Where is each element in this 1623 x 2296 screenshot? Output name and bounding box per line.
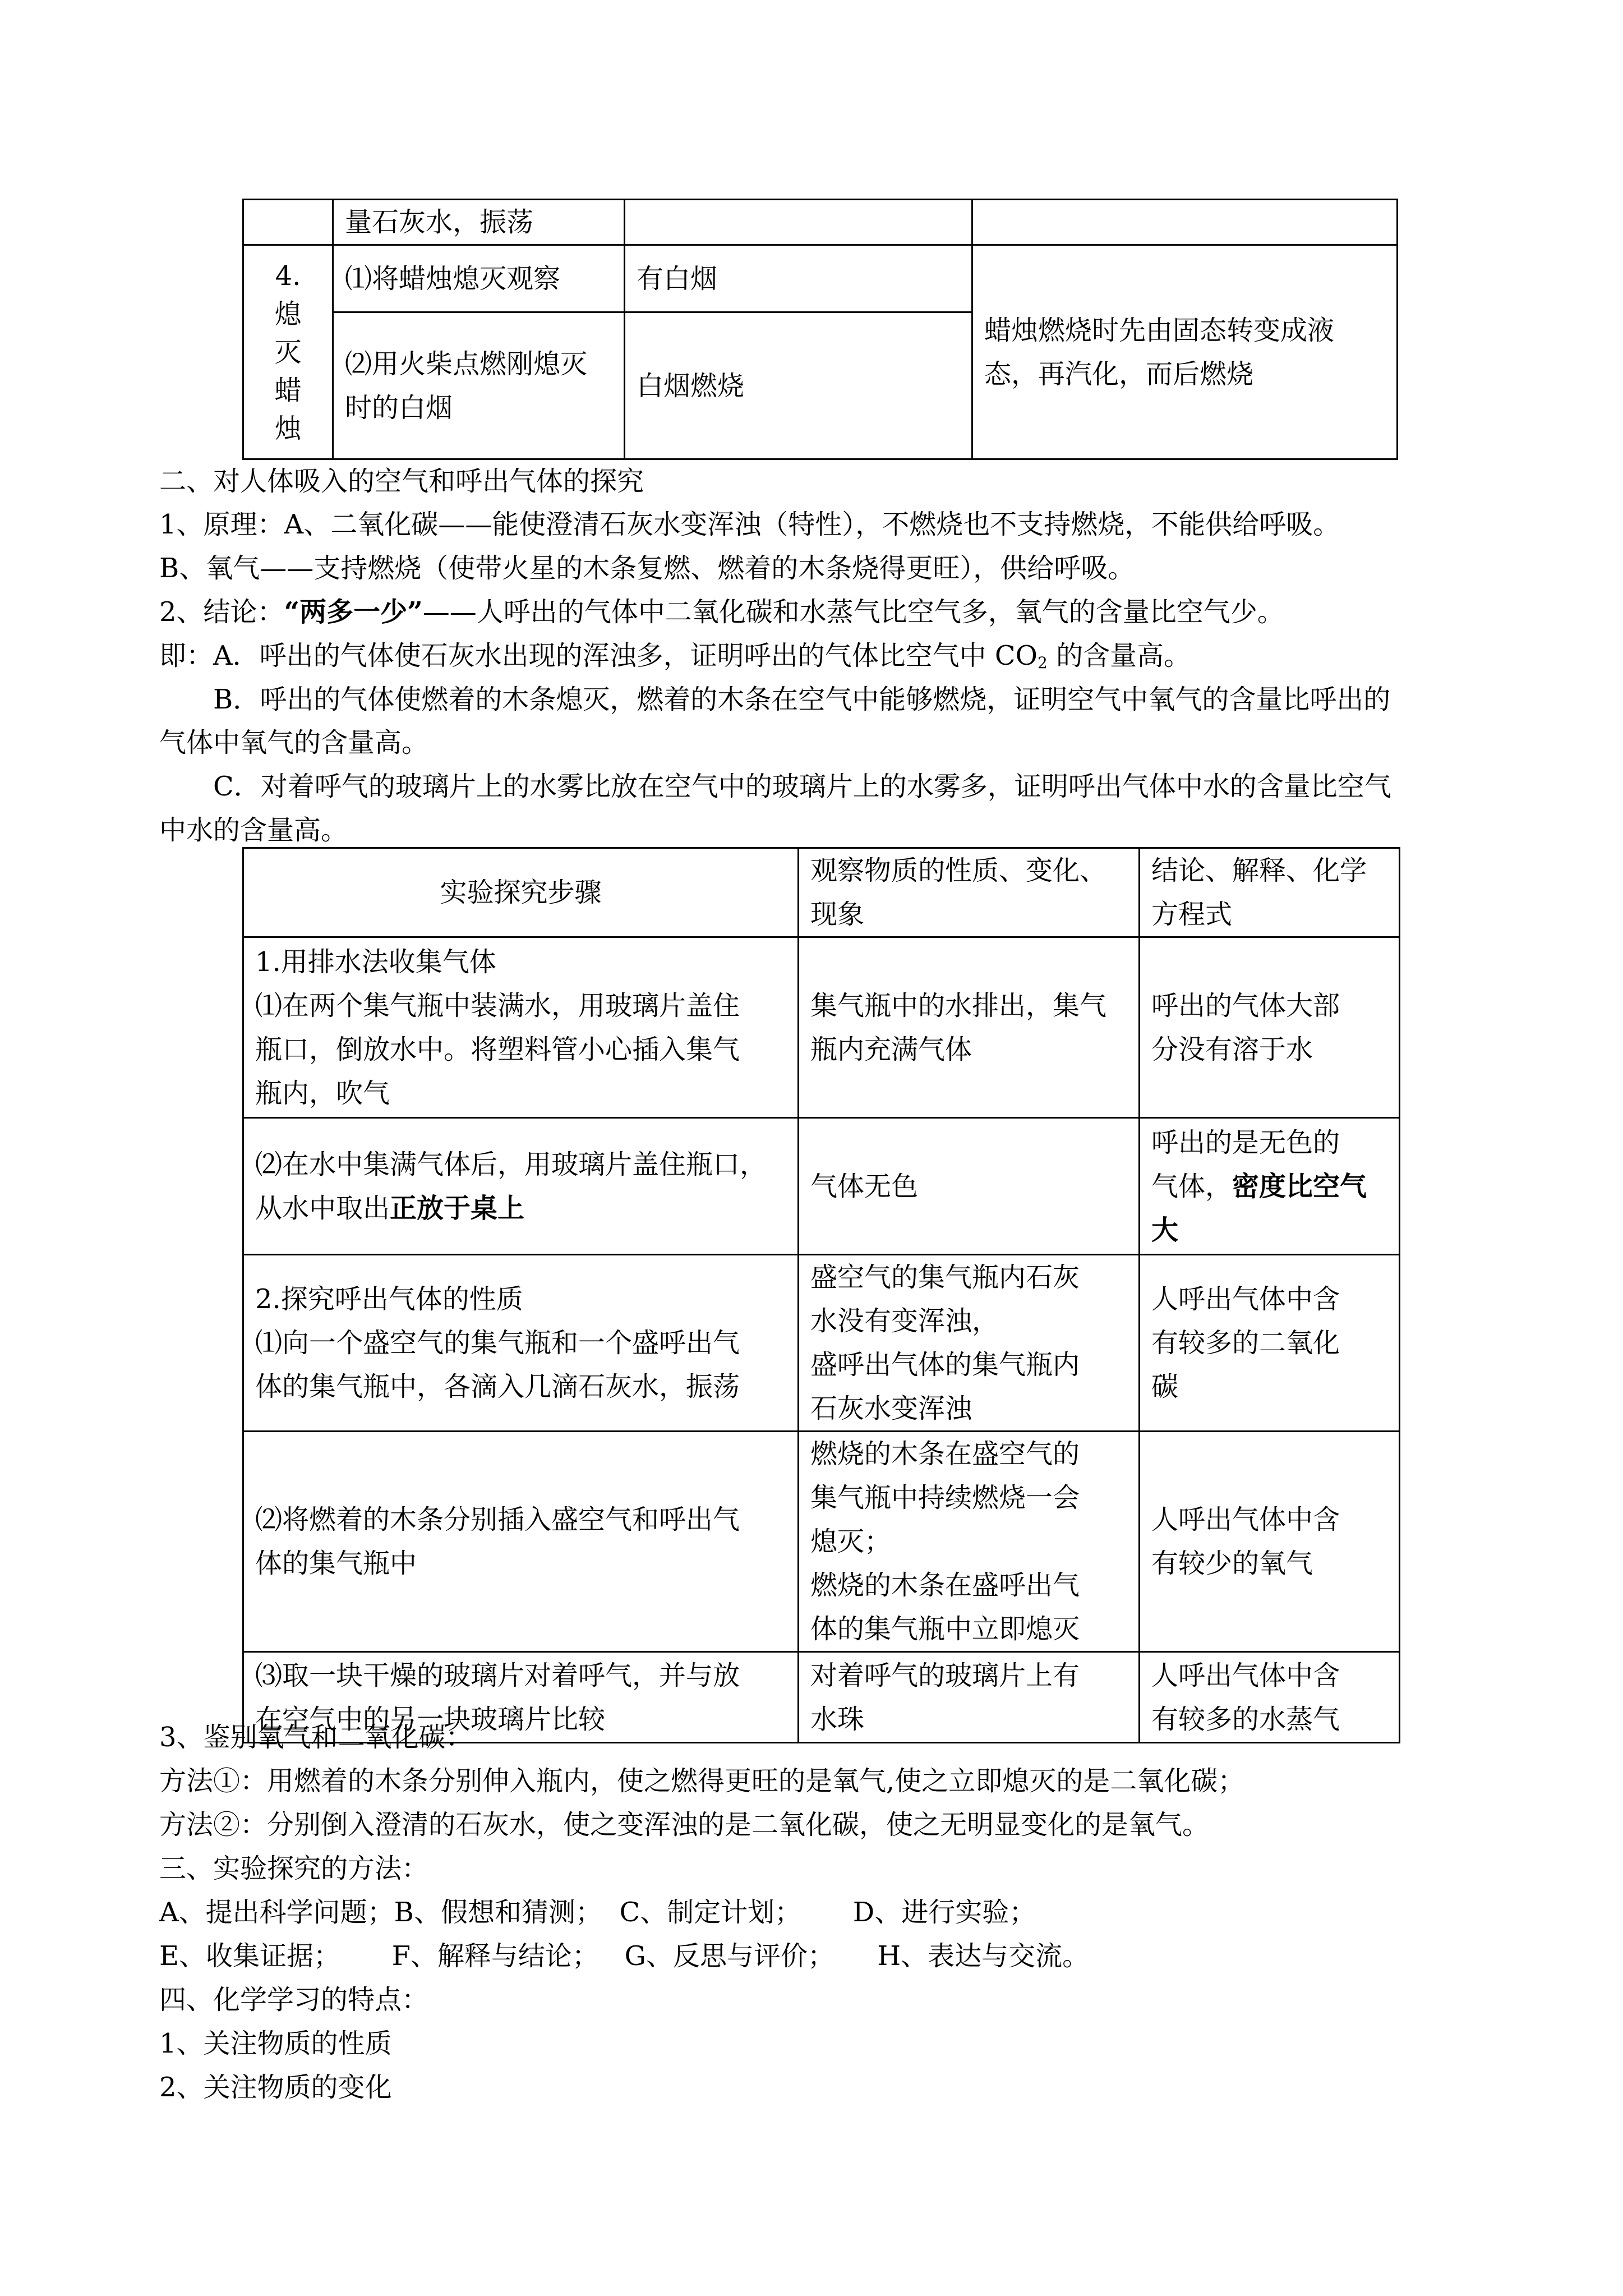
cell-line bbox=[1151, 1165, 1387, 1208]
bold-text: 密度比空气 bbox=[1232, 1170, 1367, 1202]
paragraph: 中水的含量高。 bbox=[159, 815, 348, 846]
section-char: 灭 bbox=[274, 336, 302, 368]
table-cell bbox=[625, 200, 972, 245]
paragraph: E、收集证据； F、解释与结论； G、反思与评价； H、表达与交流。 bbox=[159, 1940, 1090, 1972]
cell-line: 结论、解释、化学 bbox=[1151, 855, 1367, 886]
cell-line: 在空气中的另一块玻璃片比较 bbox=[255, 1703, 606, 1735]
cell-line: 人呼出气体中含 bbox=[1151, 1659, 1340, 1691]
cell-line: 2.探究呼出气体的性质 bbox=[255, 1283, 523, 1315]
cell-line: 体的集气瓶中，各滴入几滴石灰水，振荡 bbox=[255, 1371, 740, 1402]
table-cell bbox=[243, 1432, 799, 1652]
table-cell bbox=[243, 1255, 799, 1432]
table-cell: 气体无色 bbox=[799, 1118, 1140, 1255]
bold-text: 大 bbox=[1151, 1214, 1179, 1246]
cell-line: 蜡烛燃烧时先由固态转变成液 bbox=[984, 314, 1335, 346]
cell-line: 分没有溶于水 bbox=[1151, 1033, 1313, 1065]
cell-line: 1.用排水法收集气体 bbox=[255, 946, 496, 978]
cell-line: 体的集气瓶中 bbox=[255, 1548, 417, 1579]
cell-line: 集气瓶中的水排出，集气 bbox=[810, 990, 1107, 1022]
text-span: 从水中取出 bbox=[255, 1192, 390, 1224]
paragraph: 2、关注物质的变化 bbox=[159, 2072, 392, 2103]
cell-line: 人呼出气体中含 bbox=[1151, 1283, 1340, 1315]
section-char: 熄 bbox=[274, 298, 302, 330]
text-span: 2、结论： bbox=[159, 596, 284, 628]
cell-line: ⑶取一块干燥的玻璃片对着呼气，并与放 bbox=[255, 1659, 740, 1691]
table-cell bbox=[1140, 937, 1400, 1118]
section-char: 烛 bbox=[274, 412, 302, 444]
subscript: 2 bbox=[1038, 654, 1048, 672]
cell-line bbox=[1151, 1208, 1387, 1252]
cell-line: 熄灭； bbox=[810, 1526, 892, 1557]
table-cell bbox=[333, 312, 625, 459]
cell-line: 现象 bbox=[810, 899, 865, 930]
table-cell bbox=[1140, 1432, 1400, 1652]
cell-line: 有较多的二氧化 bbox=[1151, 1327, 1340, 1359]
column-header bbox=[1140, 848, 1400, 937]
table-cell bbox=[243, 937, 799, 1118]
table-cell: 量石灰水，振荡 bbox=[333, 200, 625, 245]
bold-text: 正放于桌上 bbox=[390, 1192, 525, 1224]
cell-line: 石灰水变浑浊 bbox=[810, 1393, 972, 1424]
section-char: 蜡 bbox=[274, 374, 302, 406]
conclusion-line bbox=[159, 596, 1284, 628]
cell-line: ⑵将燃着的木条分别插入盛空气和呼出气 bbox=[255, 1504, 740, 1535]
column-header: 实验探究步骤 bbox=[243, 848, 799, 937]
section-heading: 三、实验探究的方法： bbox=[159, 1853, 429, 1884]
cell-line bbox=[255, 1186, 786, 1230]
cell-line: 瓶内充满气体 bbox=[810, 1033, 972, 1065]
cell-line: ⑴向一个盛空气的集气瓶和一个盛呼出气 bbox=[255, 1327, 740, 1359]
cell-line: ⑵在水中集满气体后，用玻璃片盖住瓶口， bbox=[255, 1148, 767, 1180]
table-cell bbox=[243, 200, 333, 245]
paragraph: 1、关注物质的性质 bbox=[159, 2028, 392, 2059]
cell-line: 有较多的水蒸气 bbox=[1151, 1703, 1340, 1735]
table-row bbox=[243, 1118, 1400, 1255]
table-cell bbox=[799, 1432, 1140, 1652]
cell-line: 集气瓶中持续燃烧一会 bbox=[810, 1482, 1080, 1513]
cell-line: 瓶内，吹气 bbox=[255, 1077, 390, 1109]
text-span: 气体， bbox=[1151, 1170, 1233, 1202]
table-cell bbox=[799, 937, 1140, 1118]
cell-line: 时的白烟 bbox=[345, 392, 453, 424]
table-cell: 有白烟 bbox=[625, 245, 972, 312]
table-row bbox=[243, 1432, 1400, 1652]
paragraph: 气体中氧气的含量高。 bbox=[159, 727, 429, 758]
paragraph: 方法②：分别倒入澄清的石灰水，使之变浑浊的是二氧化碳，使之无明显变化的是氧气。 bbox=[159, 1809, 1210, 1841]
column-header bbox=[799, 848, 1140, 937]
table-cell: 白烟燃烧 bbox=[625, 312, 972, 459]
table-cell bbox=[799, 1652, 1140, 1743]
cell-line: 态，再汽化，而后燃烧 bbox=[984, 358, 1254, 390]
paragraph: 1、原理：A、二氧化碳——能使澄清石灰水变浑浊（特性），不燃烧也不支持燃烧，不能供给呼吸。 bbox=[159, 509, 1340, 540]
cell-line: 瓶口，倒放水中。将塑料管小心插入集气 bbox=[255, 1033, 740, 1065]
section-char: 4. bbox=[275, 260, 301, 292]
paragraph: 3、鉴别氧气和二氧化碳： bbox=[159, 1722, 473, 1753]
cell-line: 燃烧的木条在盛呼出气 bbox=[810, 1570, 1080, 1601]
table-breath-experiment bbox=[242, 847, 1400, 1743]
cell-line: 盛空气的集气瓶内石灰 bbox=[810, 1262, 1080, 1293]
table-cell bbox=[1140, 1255, 1400, 1432]
cell-line: 水没有变浑浊， bbox=[810, 1305, 999, 1337]
cell-line: 人呼出气体中含 bbox=[1151, 1504, 1340, 1535]
cell-line: 燃烧的木条在盛空气的 bbox=[810, 1438, 1080, 1470]
paragraph: B、氧气——支持燃烧（使带火星的木条复燃、燃着的木条烧得更旺），供给呼吸。 bbox=[159, 553, 1135, 584]
paragraph: C．对着呼气的玻璃片上的水雾比放在空气中的玻璃片上的水雾多，证明呼出气体中水的含量比空气 bbox=[213, 771, 1391, 802]
cell-line: 对着呼气的玻璃片上有 bbox=[810, 1659, 1080, 1691]
cell-line: 方程式 bbox=[1151, 899, 1233, 930]
table-cell: ⑴将蜡烛熄灭观察 bbox=[333, 245, 625, 312]
paragraph: B．呼出的气体使燃着的木条熄灭，燃着的木条在空气中能够燃烧，证明空气中氧气的含量比呼出的 bbox=[213, 684, 1391, 715]
table-row bbox=[243, 245, 1398, 312]
table-cell bbox=[1140, 1118, 1400, 1255]
table-row bbox=[243, 937, 1400, 1118]
text-span: ——人呼出的气体中二氧化碳和水蒸气比空气多，氧气的含量比空气少。 bbox=[422, 596, 1284, 628]
cell-line: 水珠 bbox=[810, 1703, 865, 1735]
cell-line: 体的集气瓶中立即熄灭 bbox=[810, 1613, 1080, 1645]
table-cell bbox=[243, 1118, 799, 1255]
table-candle bbox=[242, 199, 1398, 460]
bold-text: “两多一少” bbox=[284, 596, 423, 628]
text-span: 即：A．呼出的气体使石灰水出现的浑浊多，证明呼出的气体比空气中 CO bbox=[159, 640, 1038, 671]
table-cell bbox=[1140, 1652, 1400, 1743]
cell-line: 呼出的是无色的 bbox=[1151, 1126, 1340, 1158]
table-cell bbox=[972, 200, 1398, 245]
paragraph: 方法①：用燃着的木条分别伸入瓶内，使之燃得更旺的是氧气,使之立即熄灭的是二氧化碳； bbox=[159, 1765, 1245, 1797]
section-heading: 二、对人体吸入的空气和呼出气体的探究 bbox=[159, 466, 644, 497]
cell-line: 碳 bbox=[1151, 1371, 1179, 1402]
cell-line: ⑵用火柴点燃刚熄灭 bbox=[345, 348, 588, 380]
cell-line: 呼出的气体大部 bbox=[1151, 990, 1340, 1022]
cell-line: ⑴在两个集气瓶中装满水，用玻璃片盖住 bbox=[255, 990, 740, 1022]
table-row bbox=[243, 1255, 1400, 1432]
paragraph bbox=[159, 642, 1191, 671]
section-heading: 四、化学学习的特点： bbox=[159, 1984, 429, 2016]
table-cell bbox=[972, 245, 1398, 459]
table-cell bbox=[799, 1255, 1140, 1432]
cell-line: 盛呼出气体的集气瓶内 bbox=[810, 1349, 1080, 1381]
paragraph: A、提出科学问题；B、假想和猜测； C、制定计划； D、进行实验； bbox=[159, 1897, 1036, 1928]
table-header-row bbox=[243, 848, 1400, 937]
cell-line: 有较少的氧气 bbox=[1151, 1548, 1313, 1579]
table-row bbox=[243, 200, 1398, 245]
text-span: 的含量高。 bbox=[1047, 640, 1191, 671]
section-label bbox=[243, 245, 333, 459]
cell-line: 观察物质的性质、变化、 bbox=[810, 855, 1107, 886]
